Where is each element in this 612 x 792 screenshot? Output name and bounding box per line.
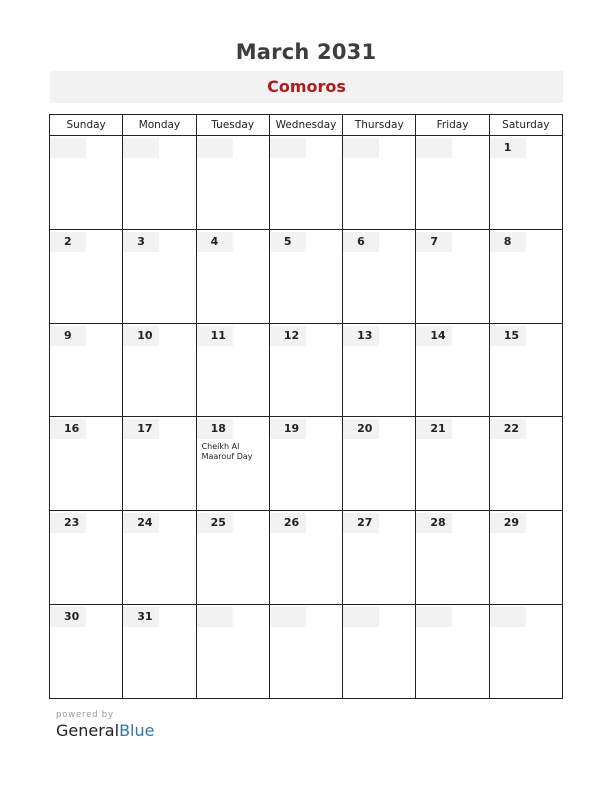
day-cell [416,323,489,417]
day-cell [489,229,562,323]
weekday-wednesday: Wednesday [269,115,342,136]
country-name: Comoros [267,77,346,96]
day-number: 17 [123,419,159,439]
footer [56,710,154,740]
powered-by-label: powered by [56,710,114,720]
day-number [416,138,452,158]
day-cell [489,136,562,230]
day-number [270,138,306,158]
day-number: 7 [416,232,452,252]
day-cell [50,323,123,417]
day-number: 27 [343,513,379,533]
generalblue-logo[interactable] [56,721,154,740]
day-number: 2 [50,232,86,252]
day-number: 18 [197,419,233,439]
day-cell [196,417,269,511]
day-cell [196,511,269,605]
day-number: 29 [490,513,526,533]
day-cell [489,511,562,605]
day-cell [269,323,342,417]
day-number: 11 [197,326,233,346]
week-row [50,229,563,323]
day-cell [123,511,196,605]
day-number: 10 [123,326,159,346]
day-cell [123,323,196,417]
day-cell [196,323,269,417]
day-cell [269,511,342,605]
day-number: 16 [50,419,86,439]
day-cell [416,229,489,323]
day-cell [343,511,416,605]
day-number [197,607,233,627]
day-number: 22 [490,419,526,439]
empty-day-cell [489,605,562,699]
page-title: March 2031 [235,40,377,64]
day-number: 9 [50,326,86,346]
day-number [416,607,452,627]
day-cell [50,605,123,699]
day-number: 23 [50,513,86,533]
day-number: 20 [343,419,379,439]
brand-general-text: General [56,721,120,740]
week-row [50,323,563,417]
day-cell [269,417,342,511]
day-number [123,138,159,158]
day-number: 13 [343,326,379,346]
day-cell [343,229,416,323]
empty-day-cell [343,605,416,699]
empty-day-cell [416,136,489,230]
empty-day-cell [416,605,489,699]
day-number: 21 [416,419,452,439]
day-number: 5 [270,232,306,252]
week-row [50,605,563,699]
day-number [197,138,233,158]
day-number: 12 [270,326,306,346]
weekday-monday: Monday [123,115,196,136]
weekday-saturday: Saturday [489,115,562,136]
day-number: 19 [270,419,306,439]
week-row [50,511,563,605]
day-cell [50,229,123,323]
day-cell [343,323,416,417]
day-number: 30 [50,607,86,627]
country-bar [50,71,563,103]
day-cell [416,511,489,605]
day-cell [269,229,342,323]
empty-day-cell [269,605,342,699]
weekday-header-row [50,115,563,136]
day-number: 26 [270,513,306,533]
weekday-friday: Friday [416,115,489,136]
day-number [490,607,526,627]
empty-day-cell [50,136,123,230]
day-number: 3 [123,232,159,252]
day-cell [123,417,196,511]
empty-day-cell [123,136,196,230]
day-cell [489,417,562,511]
day-number [343,138,379,158]
empty-day-cell [343,136,416,230]
weekday-sunday: Sunday [50,115,123,136]
week-row [50,417,563,511]
day-number: 8 [490,232,526,252]
weekday-tuesday: Tuesday [196,115,269,136]
day-cell [196,229,269,323]
day-number: 15 [490,326,526,346]
holiday-event: Cheikh Al Maarouf Day [201,442,253,462]
empty-day-cell [269,136,342,230]
day-number: 6 [343,232,379,252]
day-cell [123,229,196,323]
calendar-grid [49,114,563,699]
day-number: 31 [123,607,159,627]
weekday-thursday: Thursday [343,115,416,136]
brand-blue-text: Blue [119,721,155,740]
day-cell [416,417,489,511]
day-number [343,607,379,627]
day-cell [343,417,416,511]
day-number [50,138,86,158]
empty-day-cell [196,605,269,699]
day-number [270,607,306,627]
empty-day-cell [196,136,269,230]
day-number: 25 [197,513,233,533]
day-cell [50,417,123,511]
day-cell [123,605,196,699]
week-row [50,136,563,230]
day-cell [50,511,123,605]
day-number: 1 [490,138,526,158]
day-number: 28 [416,513,452,533]
day-cell [489,323,562,417]
day-number: 4 [197,232,233,252]
day-number: 14 [416,326,452,346]
day-number: 24 [123,513,159,533]
